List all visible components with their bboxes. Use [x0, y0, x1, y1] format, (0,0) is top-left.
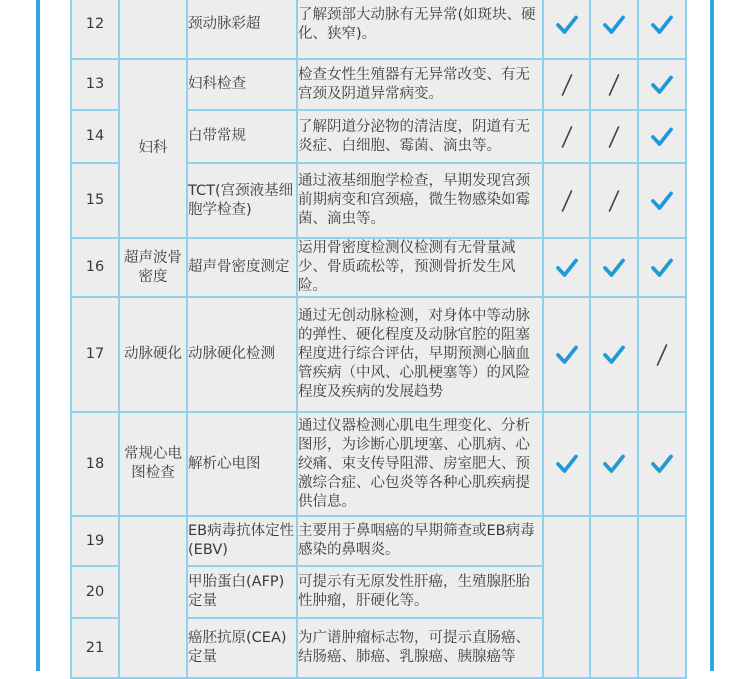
category-gynecology: 妇科 [119, 59, 187, 238]
item-description: 通过液基细胞学检查，早期发现宫颈前期病变和宫颈癌，微生物感染如霉菌、滴虫等。 [297, 163, 543, 238]
table-row [71, 516, 686, 566]
row-number: 12 [71, 0, 119, 59]
row-number: 20 [71, 566, 119, 618]
package-mark [638, 0, 686, 59]
item-name: 白带常规 [187, 110, 297, 163]
package-mark [543, 0, 590, 59]
slash-icon [560, 125, 574, 149]
row-number: 21 [71, 618, 119, 678]
package-mark [638, 238, 686, 297]
slash-icon [655, 343, 669, 367]
check-icon [603, 15, 625, 35]
package-mark [543, 59, 590, 110]
package-mark [590, 516, 638, 678]
frame-right-border [710, 0, 714, 671]
item-name: EB病毒抗体定性(EBV) [187, 516, 297, 566]
check-icon [651, 258, 673, 278]
check-icon [603, 258, 625, 278]
package-mark [590, 412, 638, 516]
check-icon [603, 345, 625, 365]
check-icon [651, 75, 673, 95]
check-icon [651, 15, 673, 35]
check-icon [556, 258, 578, 278]
package-mark [638, 297, 686, 412]
row-number: 19 [71, 516, 119, 566]
check-icon [556, 345, 578, 365]
item-description: 为广谱肿瘤标志物，可提示直肠癌、结肠癌、肺癌、乳腺癌、胰腺癌等 [297, 618, 543, 678]
item-description: 通过无创动脉检测，对身体中等动脉的弹性、硬化程度及动脉官腔的阻塞程度进行综合评估，早期预测心脑血管疾病（中风、心肌梗塞等）的风险程度及疾病的发展趋势 [297, 297, 543, 412]
table-row [71, 238, 686, 297]
package-mark [638, 412, 686, 516]
row-number: 14 [71, 110, 119, 163]
package-mark [590, 0, 638, 59]
check-icon [603, 454, 625, 474]
slash-icon [560, 73, 574, 97]
slash-icon [607, 73, 621, 97]
item-description: 通过仪器检测心肌电生理变化、分析图形，为诊断心肌埂塞、心肌病、心绞痛、束支传导阻滞、房室肥大、预激综合症、心包炎等各种心肌疾病提供信息。 [297, 412, 543, 516]
check-icon [556, 454, 578, 474]
row-number: 18 [71, 412, 119, 516]
item-description: 运用骨密度检测仪检测有无骨量减少、骨质疏松等，预测骨折发生风险。 [297, 238, 543, 297]
package-mark [638, 163, 686, 238]
row-number: 17 [71, 297, 119, 412]
item-name: 超声骨密度测定 [187, 238, 297, 297]
package-mark [638, 110, 686, 163]
check-icon [651, 191, 673, 211]
package-mark [543, 412, 590, 516]
package-mark [543, 238, 590, 297]
table-row [71, 412, 686, 516]
slash-icon [607, 125, 621, 149]
category-bone-density: 超声波骨密度 [119, 238, 187, 297]
package-mark [590, 110, 638, 163]
item-description: 主要用于鼻咽癌的早期筛查或EB病毒感染的鼻咽炎。 [297, 516, 543, 566]
exam-items-table [70, 0, 687, 679]
item-description: 了解颈部大动脉有无异常(如斑块、硬化、狭窄)。 [297, 0, 543, 59]
check-icon [651, 454, 673, 474]
package-mark [543, 516, 590, 678]
check-icon [556, 15, 578, 35]
row-number: 15 [71, 163, 119, 238]
package-mark [590, 238, 638, 297]
package-mark [638, 516, 686, 678]
row-number: 13 [71, 59, 119, 110]
row-number: 16 [71, 238, 119, 297]
item-description: 了解阴道分泌物的清洁度，阴道有无炎症、白细胞、霉菌、滴虫等。 [297, 110, 543, 163]
package-mark [543, 297, 590, 412]
item-name: 妇科检查 [187, 59, 297, 110]
package-mark [590, 59, 638, 110]
category-arteriosclerosis: 动脉硬化 [119, 297, 187, 412]
slash-icon [560, 189, 574, 213]
item-name: 解析心电图 [187, 412, 297, 516]
item-description: 可提示有无原发性肝癌，生殖腺胚胎性肿瘤，肝硬化等。 [297, 566, 543, 618]
category-ecg: 常规心电图检查 [119, 412, 187, 516]
package-mark [590, 297, 638, 412]
check-icon [651, 127, 673, 147]
table-row [71, 297, 686, 412]
category-cell [119, 0, 187, 59]
table-row [71, 0, 686, 59]
item-name: 癌胚抗原(CEA)定量 [187, 618, 297, 678]
item-name: TCT(宫颈液基细胞学检查) [187, 163, 297, 238]
table-row [71, 59, 686, 110]
item-name: 动脉硬化检测 [187, 297, 297, 412]
item-name: 颈动脉彩超 [187, 0, 297, 59]
package-mark [543, 110, 590, 163]
category-cell [119, 516, 187, 678]
slash-icon [607, 189, 621, 213]
frame-left-border [36, 0, 40, 671]
package-mark [590, 163, 638, 238]
package-mark [638, 59, 686, 110]
package-mark [543, 163, 590, 238]
item-description: 检查女性生殖器有无异常改变、有无宫颈及阴道异常病变。 [297, 59, 543, 110]
item-name: 甲胎蛋白(AFP)定量 [187, 566, 297, 618]
